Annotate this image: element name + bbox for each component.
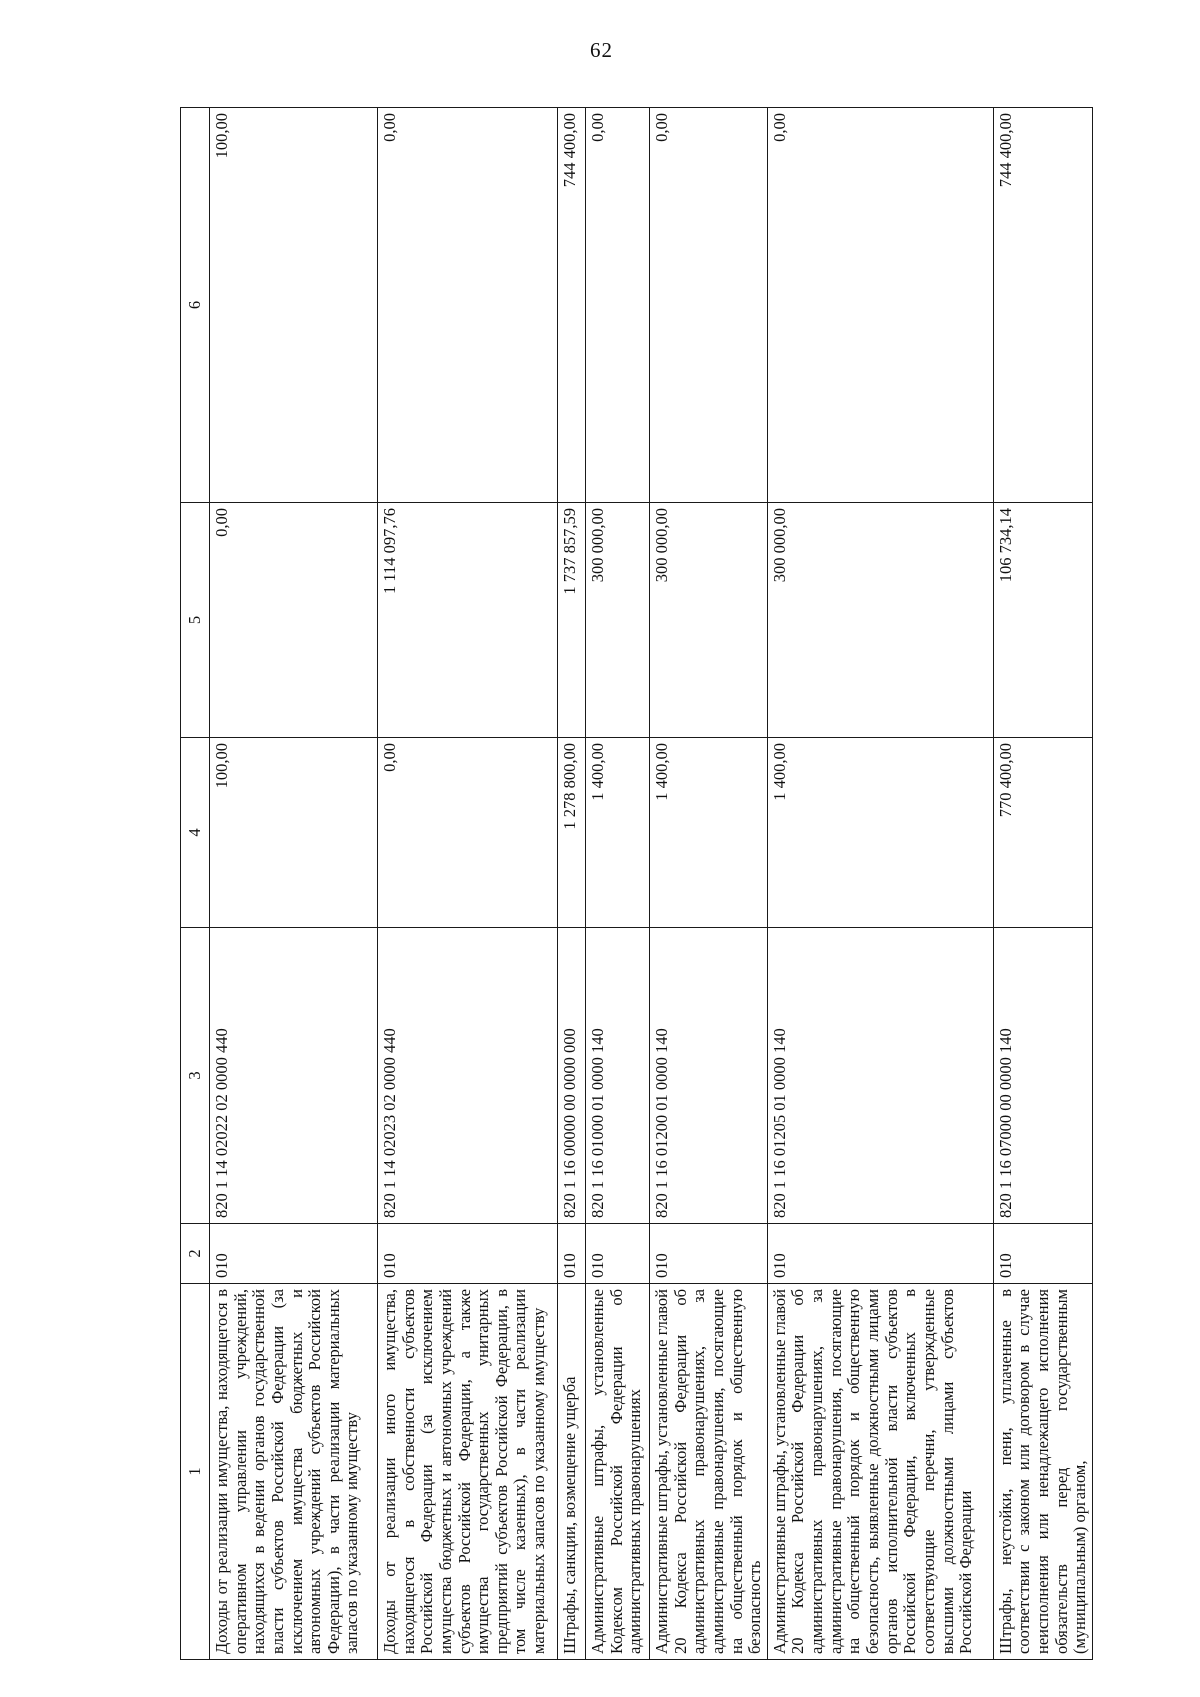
row-code-cell: 820 1 16 01205 01 0000 140	[767, 928, 993, 1224]
row-line-cell: 010	[767, 1224, 993, 1284]
row-col6-cell: 100,00	[210, 108, 378, 503]
row-col5-cell: 300 000,00	[586, 503, 650, 738]
table-row	[650, 108, 768, 1660]
row-col4-cell: 770 400,00	[993, 738, 1092, 928]
row-col5-cell: 300 000,00	[767, 503, 993, 738]
landscape-content	[180, 108, 1090, 1660]
row-col5-cell: 106 734,14	[993, 503, 1092, 738]
rotated-table-area	[180, 108, 1090, 1660]
row-line-cell: 010	[378, 1224, 558, 1284]
table-row	[558, 108, 586, 1660]
row-col4-cell: 1 400,00	[586, 738, 650, 928]
budget-revenue-table	[180, 107, 1093, 1660]
row-col5-cell: 1 114 097,76	[378, 503, 558, 738]
table-row	[993, 108, 1092, 1660]
row-col4-cell: 1 278 800,00	[558, 738, 586, 928]
row-col6-cell: 0,00	[378, 108, 558, 503]
row-code-cell: 820 1 16 00000 00 0000 000	[558, 928, 586, 1224]
row-name-cell: Административные штрафы, установленные Кодексом Российской Федерации об административных правонарушениях	[586, 1284, 650, 1660]
header-cell: 1	[181, 1284, 210, 1660]
row-line-cell: 010	[586, 1224, 650, 1284]
row-code-cell: 820 1 14 02022 02 0000 440	[210, 928, 378, 1224]
header-cell: 2	[181, 1224, 210, 1284]
row-col6-cell: 744 400,00	[558, 108, 586, 503]
table-row	[378, 108, 558, 1660]
table-row	[210, 108, 378, 1660]
row-line-cell: 010	[210, 1224, 378, 1284]
header-cell: 4	[181, 738, 210, 928]
header-cell: 3	[181, 928, 210, 1224]
row-line-cell: 010	[993, 1224, 1092, 1284]
row-col5-cell: 1 737 857,59	[558, 503, 586, 738]
row-name-cell: Штрафы, санкции, возмещение ущерба	[558, 1284, 586, 1660]
row-name-cell: Доходы от реализации иного имущества, находящегося в собственности субъектов Российской Федерации (за исключением имущества бюджетных и автономных учреждений субъектов Российской Федерации, а также имущества государственных унитарных предприятий субъектов Российской Федерации, в том числе казенных), в части реализации материальных запасов по указанному имуществу	[378, 1284, 558, 1660]
row-name-cell: Штрафы, неустойки, пени, уплаченные в соответствии с законом или договором в случае неисполнения или ненадлежащего исполнения обязательств перед государственным (муниципальным) органом,	[993, 1284, 1092, 1660]
row-col4-cell: 1 400,00	[767, 738, 993, 928]
row-col6-cell: 0,00	[586, 108, 650, 503]
header-cell: 6	[181, 108, 210, 503]
table-row	[767, 108, 993, 1660]
row-col4-cell: 100,00	[210, 738, 378, 928]
row-name-cell: Административные штрафы, установленные главой 20 Кодекса Российской Федерации об административных правонарушениях, за административные правонарушения, посягающие на общественный порядок и общественную безопасность, выявленные должностными лицами органов исполнительной власти субъектов Российской Федерации, включенных в соответствующие перечни, утвержденные высшими должностными лицами субъектов Российской Федерации	[767, 1284, 993, 1660]
row-code-cell: 820 1 14 02023 02 0000 440	[378, 928, 558, 1224]
row-name-cell: Административные штрафы, установленные главой 20 Кодекса Российской Федерации об административных правонарушениях, за административные правонарушения, посягающие на общественный порядок и общественную безопасность	[650, 1284, 768, 1660]
row-code-cell: 820 1 16 01200 01 0000 140	[650, 928, 768, 1224]
row-code-cell: 820 1 16 07000 00 0000 140	[993, 928, 1092, 1224]
row-col6-cell: 0,00	[767, 108, 993, 503]
row-col4-cell: 1 400,00	[650, 738, 768, 928]
table-header-row	[181, 108, 210, 1660]
page-number: 62	[590, 38, 613, 62]
row-col4-cell: 0,00	[378, 738, 558, 928]
row-col5-cell: 0,00	[210, 503, 378, 738]
row-col5-cell: 300 000,00	[650, 503, 768, 738]
row-name-cell: Доходы от реализации имущества, находящегося в оперативном управлении учреждений, находящихся в ведении органов государственной власти субъектов Российской Федерации (за исключением имущества бюджетных и автономных учреждений субъектов Российской Федерации), в части реализации материальных запасов по указанному имуществу	[210, 1284, 378, 1660]
row-col6-cell: 744 400,00	[993, 108, 1092, 503]
header-cell: 5	[181, 503, 210, 738]
row-line-cell: 010	[558, 1224, 586, 1284]
row-col6-cell: 0,00	[650, 108, 768, 503]
row-line-cell: 010	[650, 1224, 768, 1284]
row-code-cell: 820 1 16 01000 01 0000 140	[586, 928, 650, 1224]
table-row	[586, 108, 650, 1660]
